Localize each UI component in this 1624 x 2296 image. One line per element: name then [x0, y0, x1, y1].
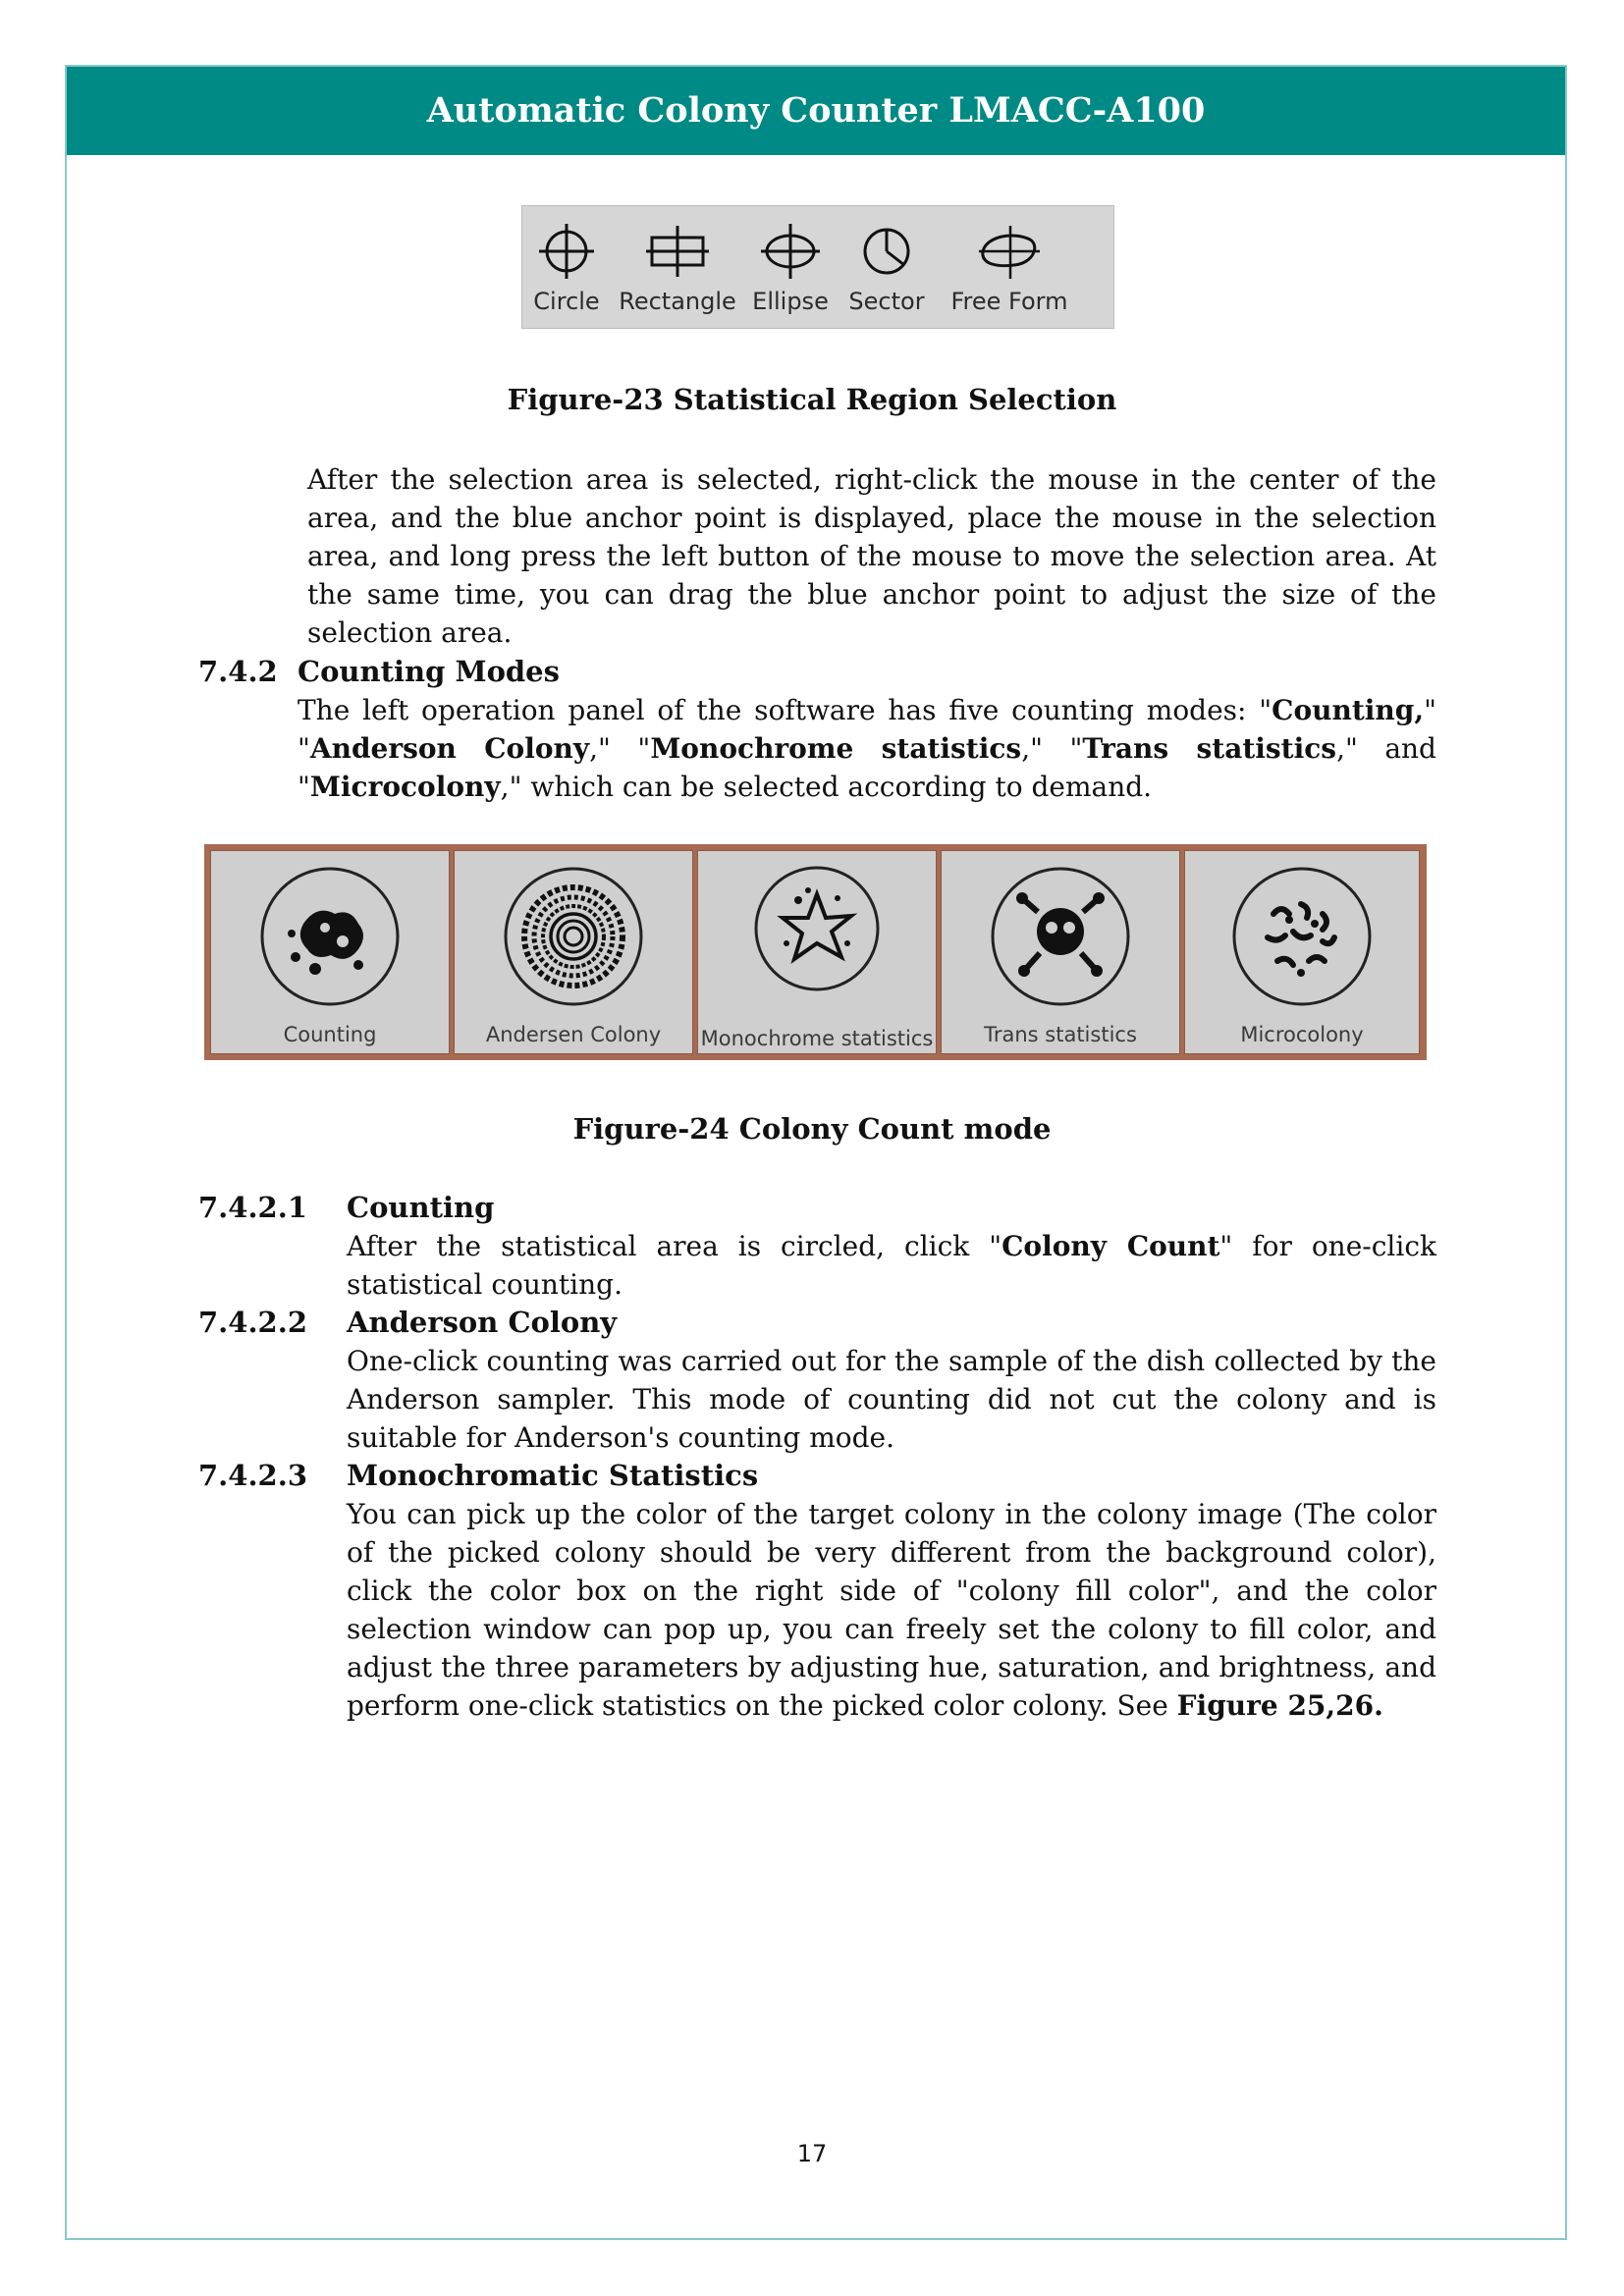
tool-circle[interactable] [526, 206, 607, 330]
section-title: Counting [347, 1191, 495, 1224]
mode-trans-statistics[interactable] [941, 850, 1180, 1054]
counting-mode-panel [204, 844, 1427, 1060]
andersen-colony-icon [500, 863, 647, 1010]
free-form-icon [975, 222, 1044, 281]
tool-sector[interactable] [840, 206, 933, 330]
section-number: 7.4.2 [198, 655, 278, 688]
mode-microcolony[interactable] [1184, 850, 1420, 1054]
section-title: Counting Modes [298, 655, 560, 688]
figure-23-caption: Figure-23 Statistical Region Selection [507, 383, 1117, 416]
page-header: Automatic Colony Counter LMACC-A100 [67, 67, 1565, 155]
mode-label: Microcolony [1240, 1023, 1364, 1046]
tool-ellipse[interactable] [744, 206, 837, 330]
tool-free-form[interactable] [941, 206, 1078, 330]
paragraph-counting: After the statistical area is circled, click "Colony Count" for one-click statistical counting. [347, 1230, 1436, 1301]
tool-rectangle[interactable] [615, 206, 740, 330]
ellipse-target-icon [759, 222, 822, 281]
region-selection-toolbar [521, 205, 1114, 329]
rectangle-target-icon [646, 222, 709, 281]
mode-label: Trans statistics [984, 1023, 1137, 1046]
section-title: Monochromatic Statistics [347, 1459, 759, 1492]
tool-label: Sector [848, 288, 925, 315]
mode-label: Andersen Colony [485, 1023, 662, 1046]
page-number: 17 [796, 2140, 828, 2167]
tool-label: Rectangle [619, 288, 736, 315]
paragraph-anderson: One-click counting was carried out for the sample of the dish collected by the Anderson sampler. This mode of counting did not cut the colony and is suitable for Anderson's counting mode. [347, 1345, 1436, 1454]
paragraph-counting-modes: The left operation panel of the software has five counting modes: "Counting," "Anderson Colony," "Monochrome statistics," "Trans statistics," and "Microcolony," which can be selected according to demand. [298, 694, 1436, 803]
mode-counting[interactable] [210, 850, 450, 1054]
monochrome-statistics-icon [743, 855, 891, 1002]
paragraph-selection-area: After the selection area is selected, right-click the mouse in the center of the area, and the blue anchor point is displayed, place the mouse in the selection area, and long press the left button of the mouse to move the selection area. At the same time, you can drag the blue anchor point to adjust the size of the selection area. [307, 463, 1436, 649]
tool-label: Ellipse [752, 288, 829, 315]
sector-icon [857, 222, 916, 281]
section-title: Anderson Colony [347, 1306, 618, 1339]
section-number: 7.4.2.1 [198, 1191, 308, 1224]
counting-icon [256, 863, 404, 1010]
mode-label: Counting [283, 1023, 377, 1046]
circle-target-icon [537, 222, 596, 281]
trans-statistics-icon [987, 863, 1134, 1010]
mode-label: Monochrome statistics [700, 1027, 934, 1050]
microcolony-icon [1228, 863, 1376, 1010]
mode-andersen-colony[interactable] [454, 850, 693, 1054]
mode-monochrome-statistics[interactable] [697, 850, 937, 1054]
tool-label: Circle [533, 288, 600, 315]
section-number: 7.4.2.3 [198, 1459, 308, 1492]
tool-label: Free Form [950, 288, 1068, 315]
figure-24-caption: Figure-24 Colony Count mode [572, 1112, 1052, 1146]
paragraph-monochromatic: You can pick up the color of the target colony in the colony image (The color of the picked colony should be very different from the background color), click the color box on the right side of "colony fill color", and the color selection window can pop up, you can freely set the colony to fill color, and adjust the three parameters by adjusting hue, saturation, and brightness, and perform one-click statistics on the picked color colony. See Figure 25,26. [347, 1498, 1436, 1722]
section-number: 7.4.2.2 [198, 1306, 308, 1339]
